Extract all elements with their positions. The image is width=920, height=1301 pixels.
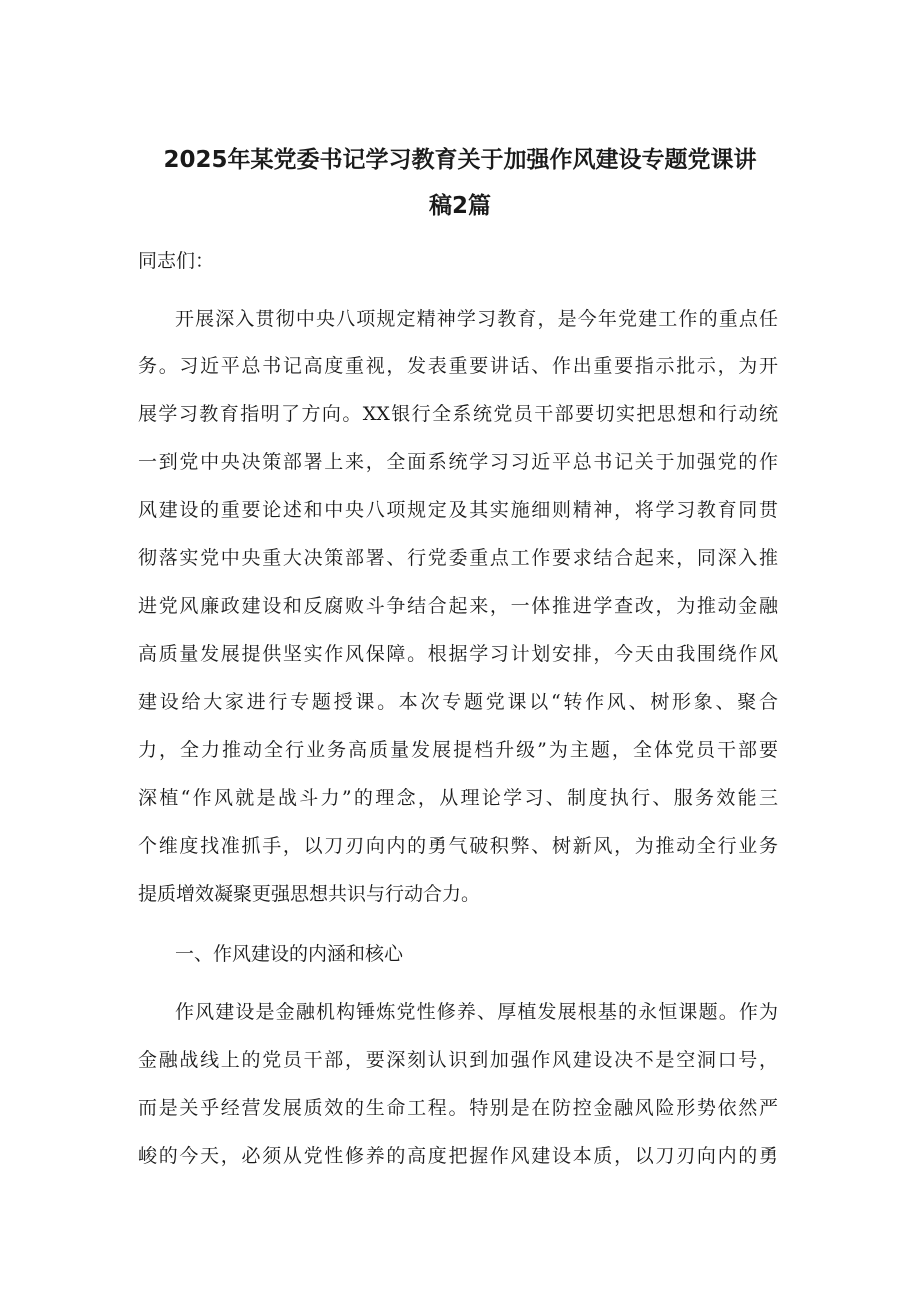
salutation: 同志们：: [138, 250, 215, 272]
paragraph-2-line: 作风建设是金融机构锤炼党性修养、厚植发展根基的永恒课题。作为: [175, 1001, 778, 1023]
paragraph-1-line: 一到党中央决策部署上来，全面系统学习习近平总书记关于加强党的作: [138, 451, 778, 473]
document-title-line-1: 2025年某党委书记学习教育关于加强作风建设专题党课讲: [163, 147, 757, 173]
paragraph-2-line: 峻的今天，必须从党性修养的高度把握作风建设本质，以刀刃向内的勇: [138, 1145, 778, 1167]
document-title-line-2: 稿2篇: [428, 193, 491, 219]
paragraph-1-line: 展学习教育指明了方向。XX银行全系统党员干部要切实把思想和行动统: [138, 403, 778, 425]
paragraph-1-line: 彻落实党中央重大决策部署、行党委重点工作要求结合起来，同深入推: [138, 547, 778, 569]
paragraph-1-line: 务。习近平总书记高度重视，发表重要讲话、作出重要指示批示，为开: [138, 355, 778, 377]
paragraph-1-line: 力，全力推动全行业务高质量发展提档升级”为主题，全体党员干部要: [138, 739, 778, 761]
paragraph-1-line: 建设给大家进行专题授课。本次专题党课以“转作风、树形象、聚合: [138, 691, 778, 713]
section-heading: 一、作风建设的内涵和核心: [175, 943, 404, 965]
paragraph-1-line: 高质量发展提供坚实作风保障。根据学习计划安排，今天由我围绕作风: [138, 643, 778, 665]
paragraph-1-line: 深植“作风就是战斗力”的理念，从理论学习、制度执行、服务效能三: [138, 787, 778, 809]
paragraph-1-line: 进党风廉政建设和反腐败斗争结合起来，一体推进学查改，为推动金融: [138, 595, 778, 617]
paragraph-1-line: 开展深入贯彻中央八项规定精神学习教育，是今年党建工作的重点任: [175, 308, 778, 330]
paragraph-2-line: 金融战线上的党员干部，要深刻认识到加强作风建设决不是空洞口号，: [138, 1049, 778, 1071]
paragraph-1-line: 提质增效凝聚更强思想共识与行动合力。: [138, 883, 481, 905]
paragraph-1-line: 风建设的重要论述和中央八项规定及其实施细则精神，将学习教育同贯: [138, 499, 778, 521]
paragraph-1-line: 个维度找准抓手，以刀刃向内的勇气破积弊、树新风，为推动全行业务: [138, 835, 778, 857]
paragraph-2-line: 而是关乎经营发展质效的生命工程。特别是在防控金融风险形势依然严: [138, 1097, 778, 1119]
